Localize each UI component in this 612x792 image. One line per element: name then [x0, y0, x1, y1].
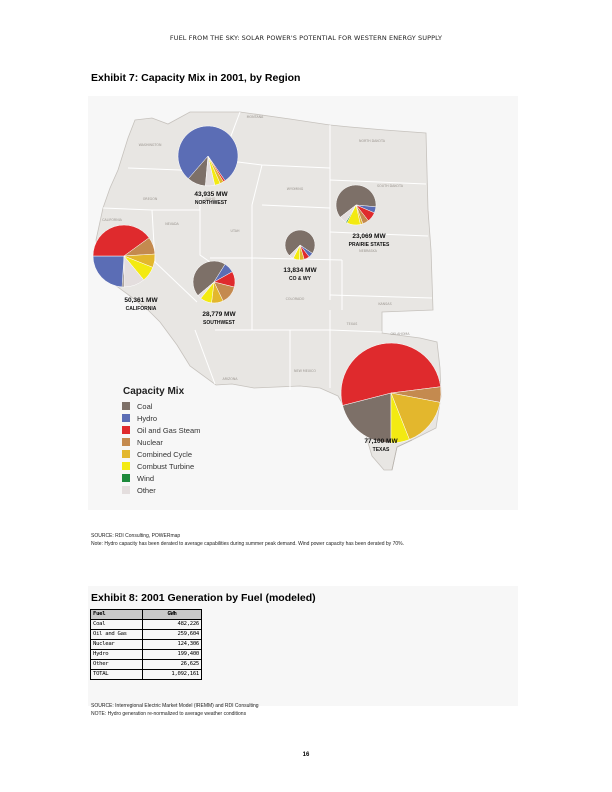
legend-swatch-coal	[122, 402, 130, 410]
california-capacity: 50,361 MW	[124, 297, 158, 304]
texas-capacity: 77,100 MW	[364, 438, 398, 445]
legend-swatch-nuclear	[122, 438, 130, 446]
state-label-north-dakota: NORTH DAKOTA	[359, 139, 385, 143]
legend-label-wind: Wind	[137, 474, 155, 483]
legend-label-combined: Combined Cycle	[137, 450, 193, 459]
state-label-california: CALIFORNIA	[102, 218, 122, 222]
page-number: 16	[302, 752, 310, 758]
fuel-cell: Coal	[91, 620, 143, 630]
table-row	[91, 620, 202, 630]
northwest-capacity: 43,935 MW	[194, 191, 228, 198]
fuel-cell: Nuclear	[91, 640, 143, 650]
texas-name: TEXAS	[372, 447, 390, 453]
running-header: FUEL FROM THE SKY: SOLAR POWER'S POTENTIAL FOR WESTERN ENERGY SUPPLY	[169, 34, 443, 42]
legend-label-hydro: Hydro	[137, 414, 158, 423]
fuel-cell: Oil and Gas	[91, 630, 143, 640]
table-row-total	[91, 670, 202, 680]
table-row	[91, 660, 202, 670]
state-label-kansas: KANSAS	[378, 302, 392, 306]
table-row	[91, 650, 202, 660]
legend-swatch-wind	[122, 474, 130, 482]
southwest-name: SOUTHWEST	[203, 320, 235, 326]
state-label-texas: TEXAS	[346, 322, 358, 326]
state-label-south-dakota: SOUTH DAKOTA	[377, 184, 403, 188]
legend-swatch-other	[122, 486, 130, 494]
state-label-oregon: OREGON	[142, 197, 158, 201]
cowy-capacity: 13,834 MW	[283, 267, 317, 274]
state-label-nebraska: NEBRASKA	[359, 249, 377, 253]
legend-items	[122, 402, 200, 495]
state-label-arizona: ARIZONA	[222, 377, 238, 381]
legend-swatch-hydro	[122, 414, 130, 422]
fuel-cell: TOTAL	[91, 670, 143, 680]
exhibit-8-note: NOTE: Hydro generation re-normalized to average weather conditions	[91, 711, 247, 717]
legend-label-other: Other	[137, 486, 156, 495]
column-header-gwh: GWh	[143, 610, 202, 620]
legend-swatch-gas	[122, 426, 130, 434]
state-label-new-mexico: NEW MEXICO	[294, 369, 316, 373]
capacity-map	[88, 96, 518, 510]
exhibit-8-title: Exhibit 8: 2001 Generation by Fuel (modeled)	[91, 592, 316, 604]
table-row	[91, 630, 202, 640]
california-name: CALIFORNIA	[125, 306, 157, 312]
state-label-oklahoma: OKLAHOMA	[390, 332, 410, 336]
california-pie-slice-hydro	[93, 256, 124, 287]
state-label-wyoming: WYOMING	[286, 187, 304, 191]
table-row	[91, 640, 202, 650]
state-label-montana: MONTANA	[246, 115, 264, 119]
fuel-cell: Other	[91, 660, 143, 670]
gwh-cell: 199,400	[143, 650, 202, 660]
generation-table	[90, 609, 202, 680]
gwh-cell: 1,092,161	[143, 670, 202, 680]
legend-swatch-combined	[122, 450, 130, 458]
legend-label-turbine: Combust Turbine	[137, 462, 195, 471]
legend-swatch-turbine	[122, 462, 130, 470]
legend-label-coal: Coal	[137, 402, 153, 411]
southwest-capacity: 28,779 MW	[202, 311, 236, 318]
column-header-fuel: Fuel	[91, 610, 143, 620]
state-label-nevada: NEVADA	[165, 222, 179, 226]
gwh-cell: 124,306	[143, 640, 202, 650]
cowy-name: CO & WY	[289, 276, 311, 282]
exhibit-7-title: Exhibit 7: Capacity Mix in 2001, by Region	[91, 72, 301, 84]
legend-label-gas: Oil and Gas Steam	[137, 426, 201, 435]
northwest-name: NORTHWEST	[194, 200, 228, 206]
state-label-colorado: COLORADO	[285, 297, 305, 301]
gwh-cell: 26,625	[143, 660, 202, 670]
state-label-utah: UTAH	[230, 229, 240, 233]
exhibit-7-note: Note: Hydro capacity has been derated to average capabilities during summer peak demand. Wind power capacity has been derated by 70%.	[91, 541, 404, 547]
legend-label-nuclear: Nuclear	[137, 438, 163, 447]
state-label-washington: WASHINGTON	[138, 143, 162, 147]
gwh-cell: 259,604	[143, 630, 202, 640]
state-label-idaho: IDAHO	[204, 197, 216, 201]
exhibit-8-source: SOURCE: Interregional Electric Market Model (IREMM) and RDI Consulting	[91, 703, 259, 709]
exhibit-7-source: SOURCE: RDI Consulting, POWERmap	[91, 533, 181, 539]
table-header-row	[91, 610, 202, 620]
legend-title: Capacity Mix	[123, 386, 185, 397]
gwh-cell: 482,226	[143, 620, 202, 630]
capacity-legend	[122, 386, 200, 495]
prairie-name: PRAIRIE STATES	[348, 242, 390, 248]
prairie-capacity: 23,069 MW	[352, 233, 386, 240]
fuel-cell: Hydro	[91, 650, 143, 660]
